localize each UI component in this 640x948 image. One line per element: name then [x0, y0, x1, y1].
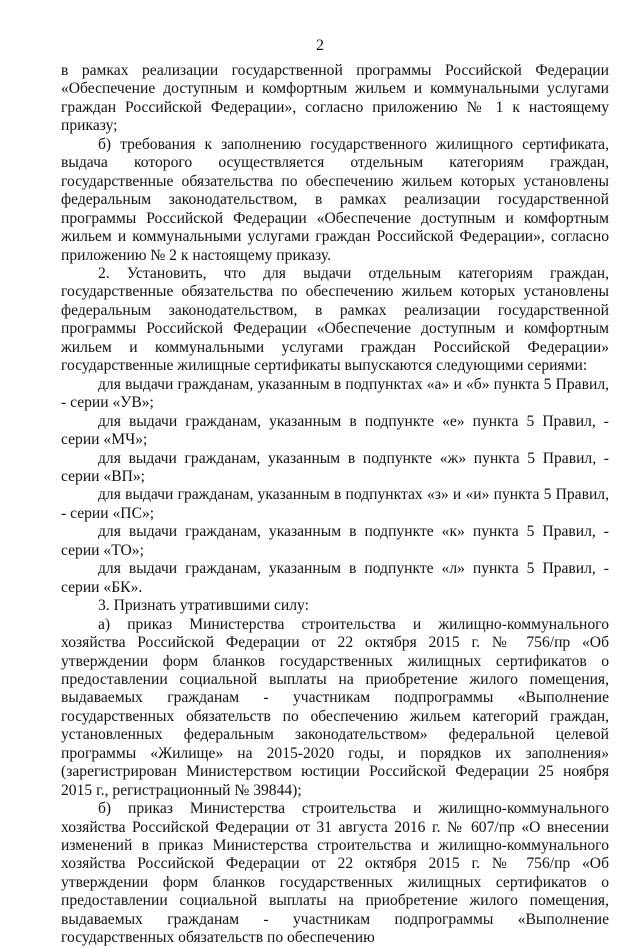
repeal-item-b: б) приказ Министерства строительства и жилищно-коммунального хозяйства Российской Федерации от 31 августа 2016 г. № 607/пр «О внесении изменений в приказ Министерства строительства и жилищно-коммунального хозяйства Российской Федерации от 22 октября 2015 г. № 756/пр «Об утверждении форм бланков государственных жилищных сертификатов о предоставлении социальной выплаты на приобретение жилого помещения, выдаваемых гражданам - участникам подпрограммы «Выполнение государственных обязательств по обеспечению [61, 800, 609, 947]
paragraph-2-establish-series: 2. Установить, что для выдачи отдельным категориям граждан, государственные обязательства по обеспечению жильем которых установлены федеральным законодательством, в рамках реализации государственной программы Российской Федерации «Обеспечение доступным и комфортным жильем и коммунальными услугами граждан Российской Федерации» государственные жилищные сертификаты выпускаются следующими сериями: [61, 264, 609, 375]
series-uv-item: для выдачи гражданам, указанным в подпунктах «а» и «б» пункта 5 Правил, - серии «УВ»; [61, 375, 609, 412]
repeal-item-a: а) приказ Министерства строительства и жилищно-коммунального хозяйства Российской Федерации от 22 октября 2015 г. № 756/пр «Об утверждении форм бланков государственных жилищных сертификатов о предоставлении социальной выплаты на приобретение жилого помещения, выдаваемых гражданам - участникам подпрограммы «Выполнение государственных обязательств по обеспечению жильем категорий граждан, установленных федеральным законодательством» федеральной целевой программы «Жилище» на 2015-2020 годы, и порядков их заполнения» (зарегистрирован Министерством юстиции Российской Федерации 25 ноября 2015 г., регистрационный № 39844); [61, 615, 609, 799]
series-bk-item: для выдачи гражданам, указанным в подпункте «л» пункта 5 Правил, - серии «БК». [61, 560, 609, 596]
series-ps-item: для выдачи гражданам, указанным в подпунктах «з» и «и» пункта 5 Правил, - серии «ПС»; [61, 486, 609, 522]
series-mch-item: для выдачи гражданам, указанным в подпункте «е» пункта 5 Правил, - серии «МЧ»; [61, 412, 609, 449]
series-to-item: для выдачи гражданам, указанным в подпункте «к» пункта 5 Правил, - серии «ТО»; [61, 523, 609, 559]
paragraph-item-b-requirements: б) требования к заполнению государственного жилищного сертификата, выдача которого осуществляется отдельным категориям граждан, государственные обязательства по обеспечению жильем которых установлены федеральным законодательством, в рамках реализации государственной программы Российской Федерации «Обеспечение доступным и комфортным жильем и коммунальными услугами граждан Российской Федерации», согласно приложению № 2 к настоящему приказу. [61, 135, 609, 264]
series-vp-item: для выдачи гражданам, указанным в подпункте «ж» пункта 5 Правил, - серии «ВП»; [61, 449, 609, 485]
paragraph-3-repeal-heading: 3. Признать утратившими силу: [98, 597, 309, 615]
document-body [61, 62, 609, 948]
page-number: 2 [316, 37, 324, 54]
paragraph-intro-continuation: в рамках реализации государственной программы Российской Федерации «Обеспечение доступным и комфортным жильем и коммунальными услугами граждан Российской Федерации», согласно приложению № 1 к настоящему приказу; [61, 62, 609, 135]
